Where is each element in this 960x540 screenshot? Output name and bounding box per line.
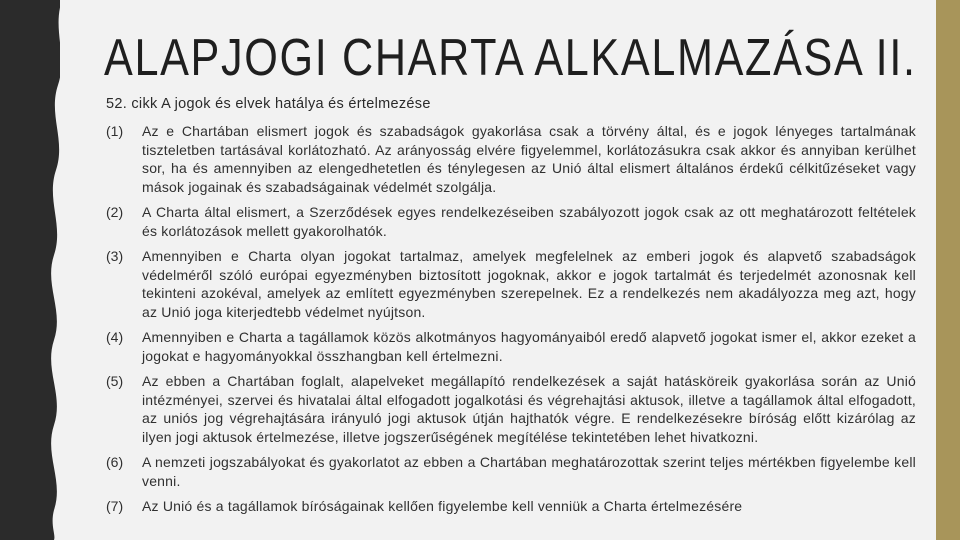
item-text: Amennyiben e Charta a tagállamok közös alkotmányos hagyományaiból eredő alapvető jogokat ismer el, akkor ezeket a jogokat e hagyományokkal összhangban kell értelmezni. — [142, 329, 916, 364]
item-number: (5) — [106, 373, 124, 389]
list-item — [106, 372, 916, 446]
item-number: (3) — [106, 248, 124, 264]
list-item — [106, 328, 916, 365]
item-text: A nemzeti jogszabályokat és gyakorlatot az ebben a Chartában meghatározottak szerint teljes mértékben figyelembe kell venni. — [142, 454, 916, 489]
right-accent-band — [936, 0, 960, 540]
paragraph-list — [106, 122, 916, 523]
article-heading: 52. cikk A jogok és elvek hatálya és értelmezése — [106, 96, 431, 112]
item-text: Az Unió és a tagállamok bíróságainak kellően figyelembe kell venniük a Charta értelmezésére — [142, 498, 743, 514]
item-text: A Charta által elismert, a Szerződések egyes rendelkezéseiben szabályozott jogok csak az ott meghatározott feltételek és korlátozások mellett gyakorolhatók. — [142, 204, 916, 239]
left-band-decoration — [0, 0, 60, 540]
list-item — [106, 453, 916, 490]
item-text: Az e Chartában elismert jogok és szabadságok gyakorlása csak a törvény által, és e jogok lényeges tartalmának tiszteletben tartásával korlátozható. Az arányosság elvére figyelemmel, korlátozásukra csak akkor és annyiban kerülhet sor, ha és amennyiben az elengedhetetlen és ténylegesen az Unió által elismert általános érdekű célkitűzéseket vagy mások jogainak és szabadságainak védelmét szolgálja. — [142, 123, 916, 195]
item-number: (4) — [106, 329, 124, 345]
list-item — [106, 203, 916, 240]
slide-title: ALAPJOGI CHARTA ALKALMAZÁSA II. — [104, 29, 917, 87]
list-item — [106, 497, 916, 516]
item-text: Az ebben a Chartában foglalt, alapelveket megállapító rendelkezések a saját hatásköreik gyakorlása során az Unió intézményei, szervei és hivatalai által elfogadott jogalkotási és végrehajtási aktusok, illetve a tagállamok által elfogadott, az uniós jog végrehajtására irányuló jogi aktusok útján hajthatók végre. E rendelkezésekre bíróság előtt kizárólag az ilyen jogi aktusok értelmezése, illetve jogszerűségének megítélése tekintetében lehet hivatkozni. — [142, 373, 916, 445]
list-item — [106, 247, 916, 321]
item-number: (2) — [106, 204, 124, 220]
item-number: (7) — [106, 498, 124, 514]
list-item — [106, 122, 916, 196]
item-number: (6) — [106, 454, 124, 470]
item-number: (1) — [106, 123, 124, 139]
item-text: Amennyiben e Charta olyan jogokat tartalmaz, amelyek megfelelnek az emberi jogok és alapvető szabadságok védelméről szóló európai egyezményben biztosított jogoknak, akkor e jogok tartalmát és terjedelmét azonosnak kell tekinteni azokéval, amelyek az említett egyezményben szerepelnek. Ez a rendelkezés nem akadályozza meg azt, hogy az Unió joga kiterjedtebb védelmet nyújtson. — [142, 248, 916, 320]
